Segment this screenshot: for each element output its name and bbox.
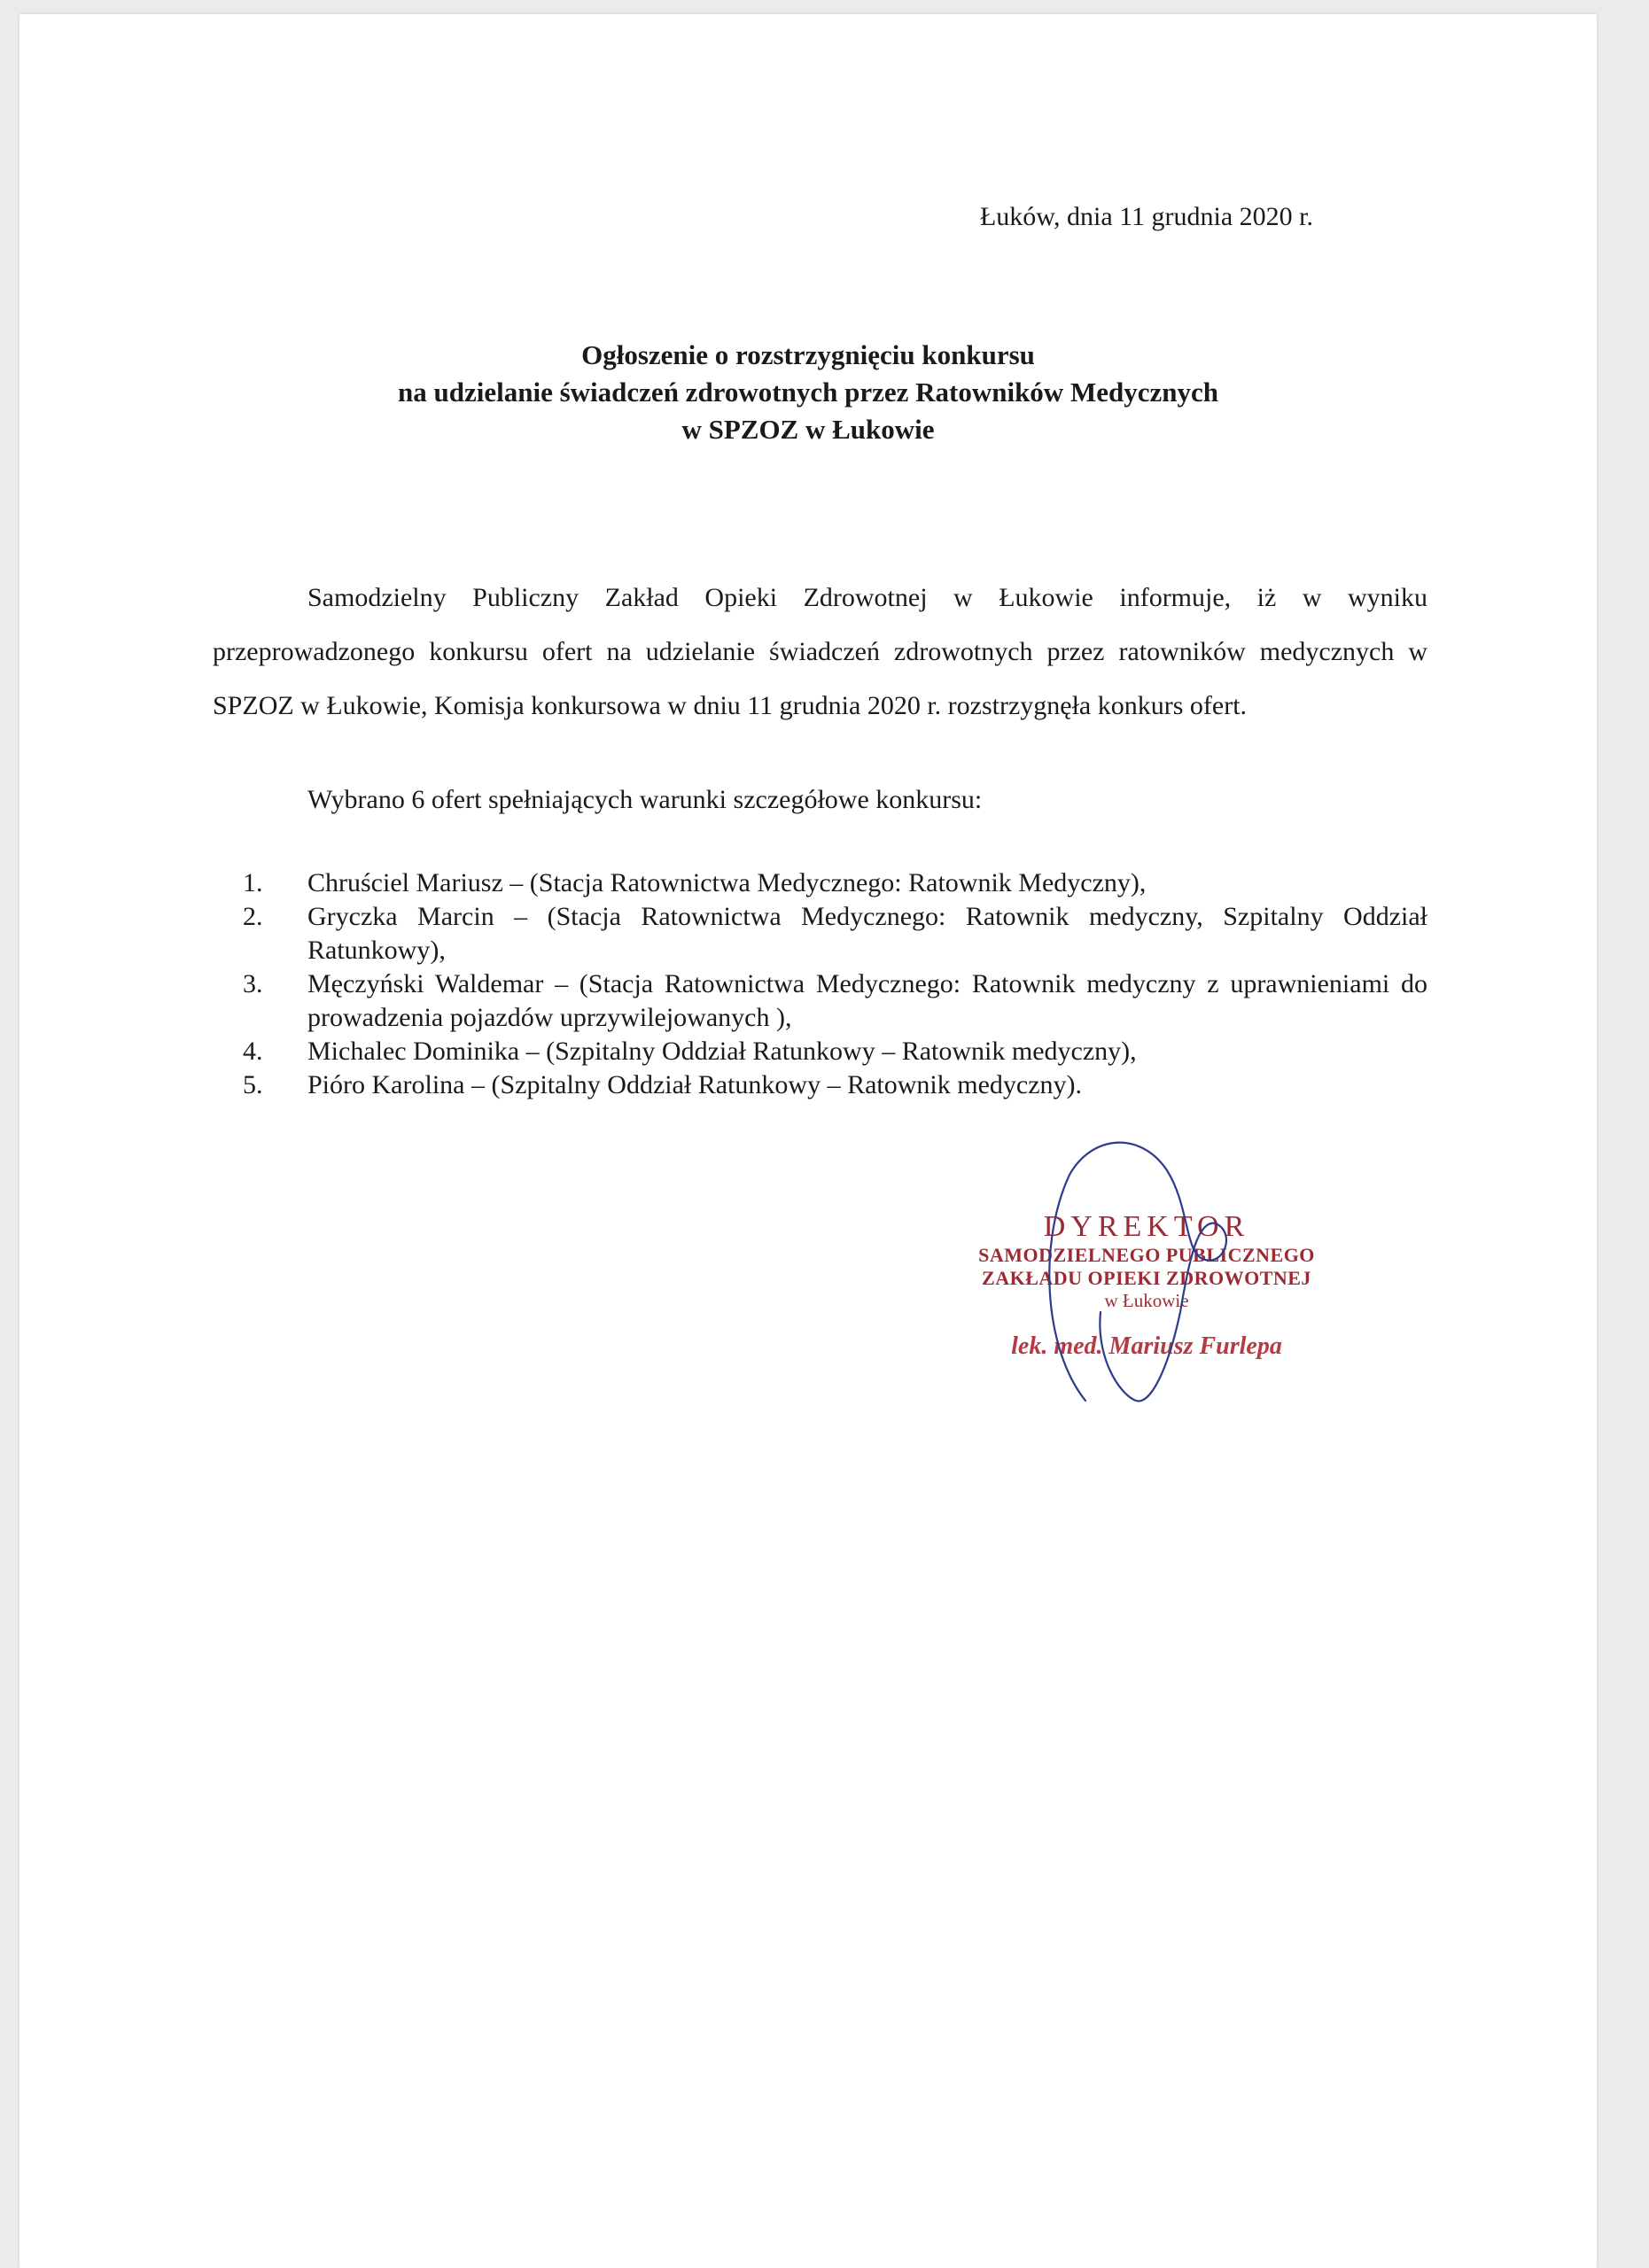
list-item-number: 3.	[243, 969, 263, 998]
announcement-body	[213, 571, 1427, 733]
list-item	[243, 967, 1427, 1035]
list-item	[243, 1068, 1427, 1102]
announcement-paragraph: Samodzielny Publiczny Zakład Opieki Zdrowotnej w Łukowie informuje, iż w wyniku przeprowadzonego konkursu ofert na udzielanie świadczeń zdrowotnych przez ratowników medycznych w SPZOZ w Łukowie, Komisja konkursowa w dniu 11 grudnia 2020 r. rozstrzygnęła konkurs ofert.	[213, 583, 1427, 720]
list-item	[243, 900, 1427, 967]
stamp-director-name: lek. med. Mariusz Furlepa	[1011, 1332, 1282, 1360]
list-item	[243, 1035, 1427, 1068]
handwritten-signature	[1034, 1135, 1247, 1410]
list-item-text: Pióro Karolina – (Szpitalny Oddział Ratunkowy – Ratownik medyczny).	[307, 1070, 1082, 1099]
selected-offers-list	[243, 866, 1427, 1102]
stamp-institution-line: ZAKŁADU OPIEKI ZDROWOTNEJ	[982, 1267, 1311, 1289]
stamp-location: w Łukowie	[1104, 1290, 1189, 1311]
list-item-text: Gryczka Marcin – (Stacja Ratownictwa Medycznego: Ratownik medyczny, Szpitalny Oddział Ratunkowy),	[307, 902, 1427, 965]
list-item-text: Chruściel Mariusz – (Stacja Ratownictwa Medycznego: Ratownik Medyczny),	[307, 868, 1147, 897]
document-page	[19, 14, 1597, 2268]
list-item	[243, 866, 1427, 900]
list-item-text: Męczyński Waldemar – (Stacja Ratownictwa Medycznego: Ratownik medyczny z uprawnieniami do prowadzenia pojazdów uprzywilejowanych ),	[307, 969, 1427, 1032]
stamp-institution-line: SAMODZIELNEGO PUBLICZNEGO	[978, 1244, 1315, 1266]
title-line: na udzielanie świadczeń zdrowotnych przez Ratowników Medycznych	[398, 377, 1218, 408]
document-date: Łuków, dnia 11 grudnia 2020 r.	[979, 202, 1313, 231]
stamp-title: DYREKTOR	[1043, 1210, 1250, 1243]
list-item-number: 4.	[243, 1037, 263, 1066]
title-line: Ogłoszenie o rozstrzygnięciu konkursu	[581, 339, 1035, 370]
list-item-number: 5.	[243, 1070, 263, 1099]
list-item-number: 2.	[243, 902, 263, 931]
list-item-text: Michalec Dominika – (Szpitalny Oddział Ratunkowy – Ratownik medyczny),	[307, 1037, 1137, 1066]
selected-offers-intro: Wybrano 6 ofert spełniających warunki szczegółowe konkursu:	[307, 785, 983, 814]
list-item-number: 1.	[243, 868, 263, 897]
title-line: w SPZOZ w Łukowie	[681, 414, 935, 445]
document-title	[19, 337, 1597, 448]
